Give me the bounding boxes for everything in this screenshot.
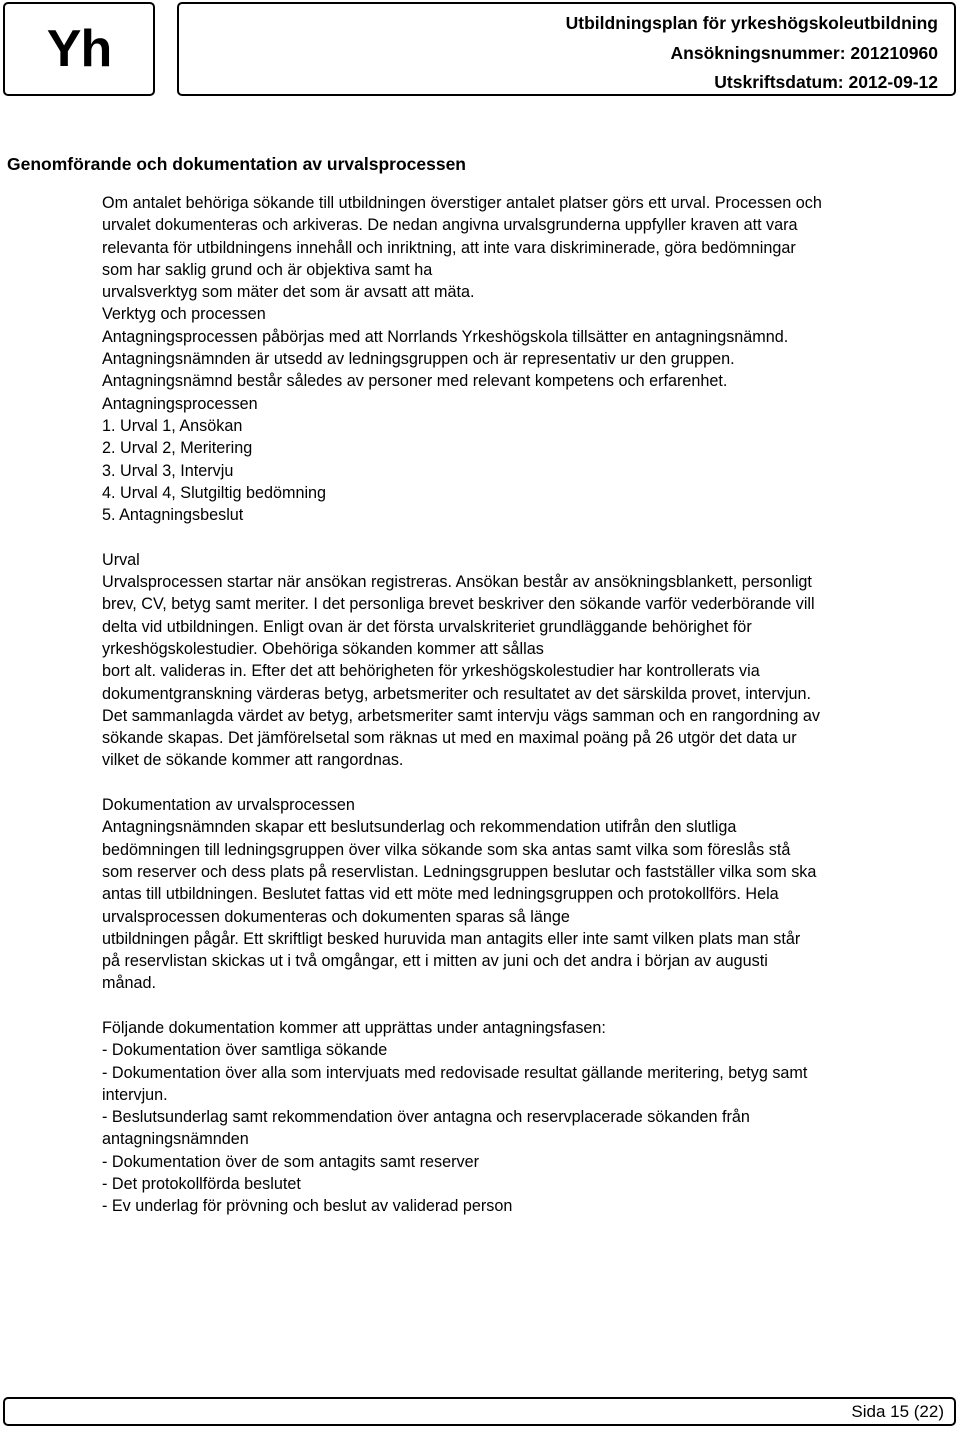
body-line: sökande skapas. Det jämförelsetal som räknas ut med en maximal poäng på 26 utgör det data ur xyxy=(102,729,797,748)
body-line: 5. Antagningsbeslut xyxy=(102,506,244,525)
body-line: på reservlistan skickas ut i två omgångar, ett i mitten av juni och det andra i början av augusti xyxy=(102,952,768,971)
body-line: Om antalet behöriga sökande till utbildningen överstiger antalet platser görs ett urval. Processen och xyxy=(102,194,822,212)
paragraph-gap xyxy=(102,526,957,548)
print-date: Utskriftsdatum: 2012-09-12 xyxy=(714,72,938,92)
body-line: 1. Urval 1, Ansökan xyxy=(102,416,243,435)
page-number: Sida 15 (22) xyxy=(851,1402,944,1421)
section-body xyxy=(102,192,957,1218)
paragraph-gap xyxy=(102,995,957,1017)
yh-logo xyxy=(3,2,155,96)
body-line: bort alt. valideras in. Efter det att behörigheten för yrkeshögskolestudier har kontrollerats via xyxy=(102,662,760,681)
body-line: Antagningsnämnd består således av personer med relevant kompetens och erfarenhet. xyxy=(102,372,728,391)
body-line: delta vid utbildningen. Enligt ovan är det första urvalskriteriet grundläggande behörighet för xyxy=(102,617,752,636)
section-title: Genomförande och dokumentation av urvalsprocessen xyxy=(7,154,466,174)
body-line: urvalsverktyg som mäter det som är avsatt att mäta. xyxy=(102,283,475,302)
body-line: Följande dokumentation kommer att upprättas under antagningsfasen: xyxy=(102,1018,606,1037)
body-line: vilket de sökande kommer att rangordnas. xyxy=(102,751,404,770)
body-line: antagningsnämnden xyxy=(102,1130,249,1149)
body-line: Antagningsnämnden är utsedd av ledningsgruppen och är representativ ur den gruppen. xyxy=(102,350,735,369)
page-footer xyxy=(3,1397,956,1426)
application-number: Ansökningsnummer: 201210960 xyxy=(670,43,938,63)
paragraph-gap xyxy=(102,772,957,794)
body-line: - Dokumentation över alla som intervjuats med redovisade resultat gällande meritering, betyg samt xyxy=(102,1063,808,1082)
document-header xyxy=(177,2,956,96)
body-line: Dokumentation av urvalsprocessen xyxy=(102,796,355,815)
body-line: Antagningsnämnden skapar ett beslutsunderlag och rekommendation utifrån den slutliga xyxy=(102,818,737,837)
body-line: antas till utbildningen. Beslutet fattas vid ett möte med ledningsgruppen och protokollförs. Hela xyxy=(102,885,779,904)
body-line: Det sammanlagda värdet av betyg, arbetsmeriter samt intervju vägs samman och en rangordning av xyxy=(102,706,820,725)
body-line: - Ev underlag för prövning och beslut av validerad person xyxy=(102,1197,513,1216)
body-line: utbildningen pågår. Ett skriftligt besked huruvida man antagits eller inte samt vilken plats man står xyxy=(102,929,801,948)
body-line: - Det protokollförda beslutet xyxy=(102,1175,301,1194)
body-line: 2. Urval 2, Meritering xyxy=(102,439,253,458)
logo-text: Yh xyxy=(46,20,112,78)
body-line: Verktyg och processen xyxy=(102,305,266,324)
body-line: dokumentgranskning värderas betyg, arbetsmeriter och resultatet av det särskilda provet, intervjun. xyxy=(102,684,812,703)
body-line: som reserver och dess plats på reservlistan. Ledningsgruppen beslutar och fastställer vilka som ska xyxy=(102,862,817,881)
body-line: 3. Urval 3, Intervju xyxy=(102,461,234,480)
body-line: Urvalsprocessen startar när ansökan registreras. Ansökan består av ansökningsblankett, personligt xyxy=(102,573,812,592)
body-line: bedömningen till ledningsgruppen över vilka sökande som ska antas samt vilka som föreslås stå xyxy=(102,840,791,859)
body-line: brev, CV, betyg samt meriter. I det personliga brevet beskriver den sökande varför vederbörande vill xyxy=(102,595,815,614)
body-line: yrkeshögskolestudier. Obehöriga sökanden kommer att sållas xyxy=(102,639,544,658)
body-line: - Beslutsunderlag samt rekommendation över antagna och reservplacerade sökanden från xyxy=(102,1108,750,1127)
body-line: relevanta för utbildningens innehåll och inriktning, att inte vara diskriminerade, göra bedömningar xyxy=(102,238,796,257)
body-line: som har saklig grund och är objektiva samt ha xyxy=(102,260,433,279)
body-line: Urval xyxy=(102,550,140,569)
body-line: - Dokumentation över de som antagits samt reserver xyxy=(102,1152,479,1171)
body-line: intervjun. xyxy=(102,1085,168,1104)
body-line: urvalet dokumenteras och arkiveras. De nedan angivna urvalsgrunderna uppfyller kraven att vara xyxy=(102,216,798,235)
body-line: Antagningsprocessen påbörjas med att Norrlands Yrkeshögskola tillsätter en antagningsnämnd. xyxy=(102,327,789,346)
body-line: - Dokumentation över samtliga sökande xyxy=(102,1041,388,1060)
body-line: 4. Urval 4, Slutgiltig bedömning xyxy=(102,483,327,502)
header-title: Utbildningsplan för yrkeshögskoleutbildning xyxy=(565,13,938,33)
body-line: Antagningsprocessen xyxy=(102,394,258,413)
body-line: urvalsprocessen dokumenteras och dokumenten sparas så länge xyxy=(102,907,570,926)
body-line: månad. xyxy=(102,974,156,993)
